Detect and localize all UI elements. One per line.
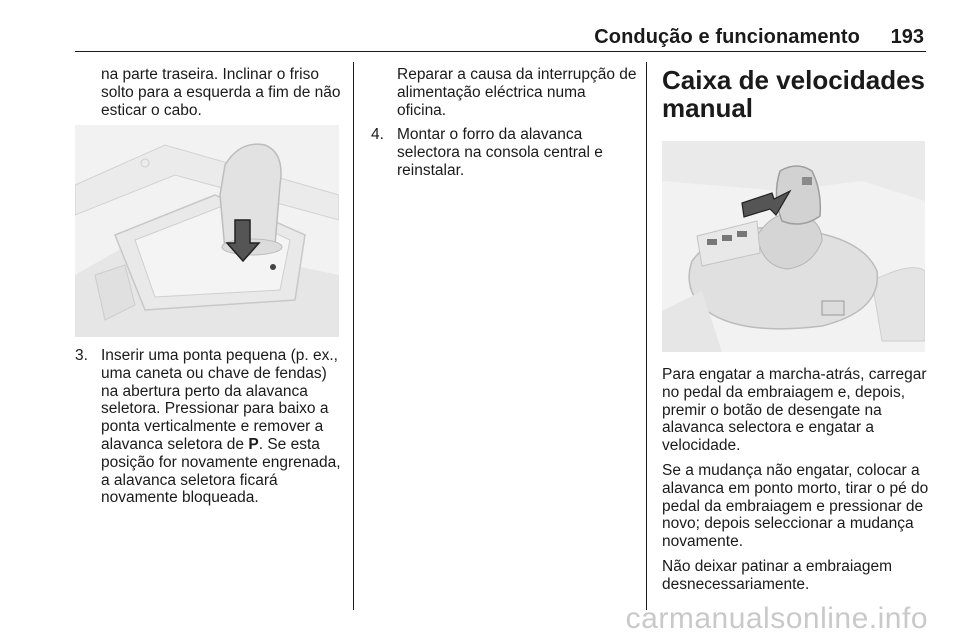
- step-3-bold-gear: P: [248, 435, 259, 453]
- figure-automatic-selector-lever: [75, 125, 339, 337]
- middle-intro-text: Reparar a causa da interrupção de alimentação eléctrica numa oficina.: [397, 66, 637, 119]
- page-number: 193: [890, 26, 924, 48]
- header-title: Condução e funcionamento: [594, 26, 860, 48]
- step-3-text: Inserir uma ponta pequena (p. ex., uma caneta ou chave de fendas) na abertura perto da alavanca seletora. Pressionar para baixo a ponta verticalmente e remover a alavanca seletora de: [101, 347, 338, 453]
- right-paragraph-2: Se a mudança não engatar, colocar a alavanca em ponto morto, tirar o pé do pedal da embraiagem e pressionar de novo; depois seleccionar a mudança novamente.: [662, 461, 929, 551]
- gear-lever-illustration: [662, 141, 925, 352]
- left-column: [75, 66, 343, 119]
- figure-manual-gear-lever: [662, 141, 925, 352]
- watermark: carmanualsonline.info: [625, 602, 928, 635]
- column-divider-left: [353, 62, 354, 610]
- right-paragraph-1: Para engatar a marcha-atrás, carregar no pedal da embraiagem e, depois, premir o botão de desengate na alavanca selectora e engatar a velocidade.: [662, 366, 927, 455]
- step-4-text: Montar o forro da alavanca selectora na consola central e reinstalar.: [397, 126, 603, 179]
- selector-lever-illustration: [75, 125, 339, 337]
- middle-column: [371, 66, 639, 180]
- right-column-heading: [662, 66, 934, 122]
- left-step-3: [75, 347, 343, 507]
- step-3-text-end: . Se esta posição for novamente engrenada, a alavanca seletora ficará novamente bloqueada.: [101, 435, 341, 507]
- step-3-number: 3.: [75, 347, 88, 364]
- header-rule: [75, 51, 926, 52]
- step-3: [75, 347, 343, 507]
- section-title: Caixa de velocidades manual: [662, 65, 926, 123]
- right-paragraph-3: Não deixar patinar a embraiagem desnecessariamente.: [662, 557, 893, 593]
- step-4-number: 4.: [371, 126, 384, 144]
- column-divider-right: [646, 62, 647, 610]
- step-4: [371, 126, 639, 179]
- right-column-body: [662, 366, 934, 594]
- left-intro-text: na parte traseira. Inclinar o friso solto para a esquerda a fim de não esticar o cabo.: [101, 66, 341, 119]
